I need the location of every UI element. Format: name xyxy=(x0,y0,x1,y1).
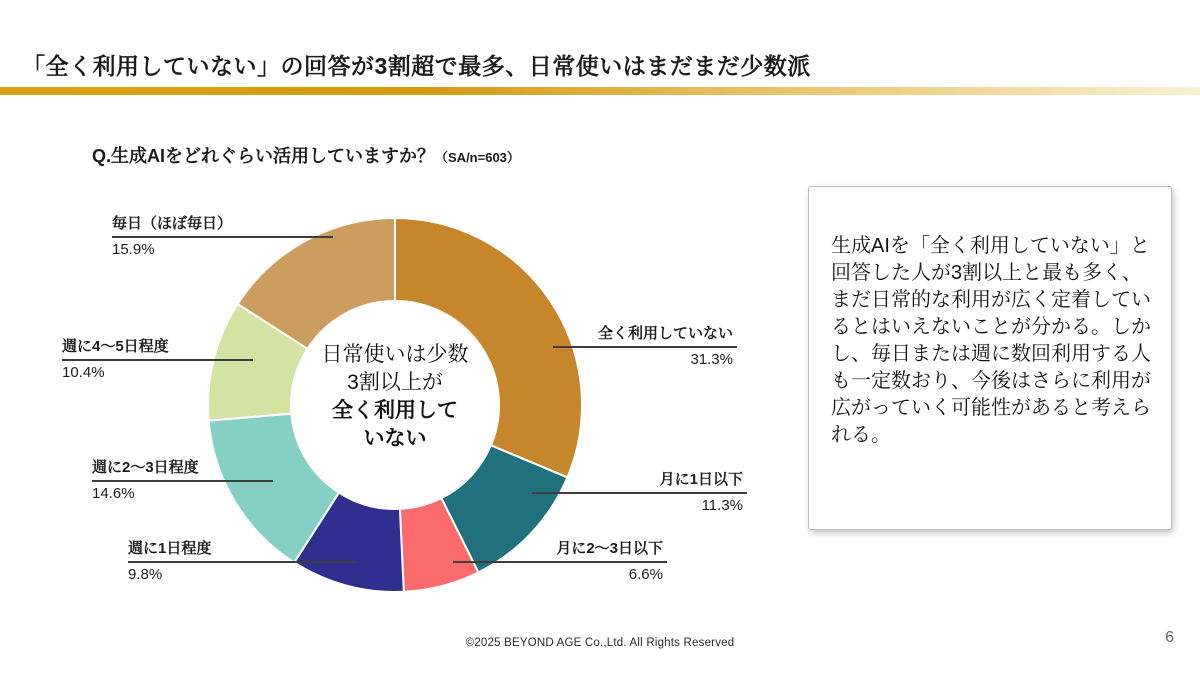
donut-center-label xyxy=(283,341,507,453)
center-label-line4: いない xyxy=(363,427,427,450)
commentary-text: 生成AIを「全く利用していない」と回答した人が3割以上と最も多く、まだ日常的な利用が広く定着しているとはいえないことが分かる。しかし、毎日または週に数回利用する人も一定数おり、今後はさらに利用が広がっていく可能性があると考えられる。 xyxy=(831,235,1151,446)
segment-value: 15.9% xyxy=(112,240,155,258)
segment-value: 31.3% xyxy=(690,350,733,368)
segment-label: 週に2～3日程度 xyxy=(92,459,199,476)
question-sample-size: （SA/n=603） xyxy=(435,150,520,165)
segment-label: 月に1日以下 xyxy=(659,471,743,488)
center-label-line2: 3割以上が xyxy=(347,371,443,394)
leader-line xyxy=(128,561,357,563)
segment-callout-1 xyxy=(532,469,747,514)
segment-callout-6 xyxy=(112,213,333,258)
segment-callout-3 xyxy=(128,538,357,583)
segment-value: 6.6% xyxy=(628,565,663,583)
leader-line xyxy=(112,236,333,238)
segment-label: 週に1日程度 xyxy=(128,540,212,557)
segment-value: 14.6% xyxy=(92,484,135,502)
leader-line xyxy=(553,346,737,348)
segment-value: 9.8% xyxy=(128,565,163,583)
segment-callout-5 xyxy=(62,336,253,381)
segment-label: 全く利用していない xyxy=(597,325,733,342)
center-label-line3: 全く利用して xyxy=(332,399,458,422)
slide-title: 「全く利用していない」の回答が3割超で最多、日常使いはまだまだ少数派 xyxy=(22,53,811,79)
segment-value: 10.4% xyxy=(62,363,105,381)
leader-line xyxy=(532,492,747,494)
page-number: 6 xyxy=(1165,629,1174,646)
center-label-line1: 日常使いは少数 xyxy=(321,343,469,366)
segment-callout-2 xyxy=(453,538,667,583)
segment-label: 毎日（ほぼ毎日） xyxy=(112,215,233,232)
leader-line xyxy=(62,359,253,361)
segment-callout-4 xyxy=(92,457,273,502)
question-text: Q.生成AIをどれぐらい活用していますか？ xyxy=(92,146,436,166)
segment-label: 月に2～3日以下 xyxy=(556,540,663,557)
segment-value: 11.3% xyxy=(701,496,743,514)
segment-callout-0 xyxy=(553,323,737,368)
commentary-box xyxy=(808,186,1172,530)
segment-label: 週に4～5日程度 xyxy=(62,338,169,355)
leader-line xyxy=(92,480,273,482)
copyright: ©2025 BEYOND AGE Co.,Ltd. All Rights Reserved xyxy=(465,637,735,649)
leader-line xyxy=(453,561,667,563)
